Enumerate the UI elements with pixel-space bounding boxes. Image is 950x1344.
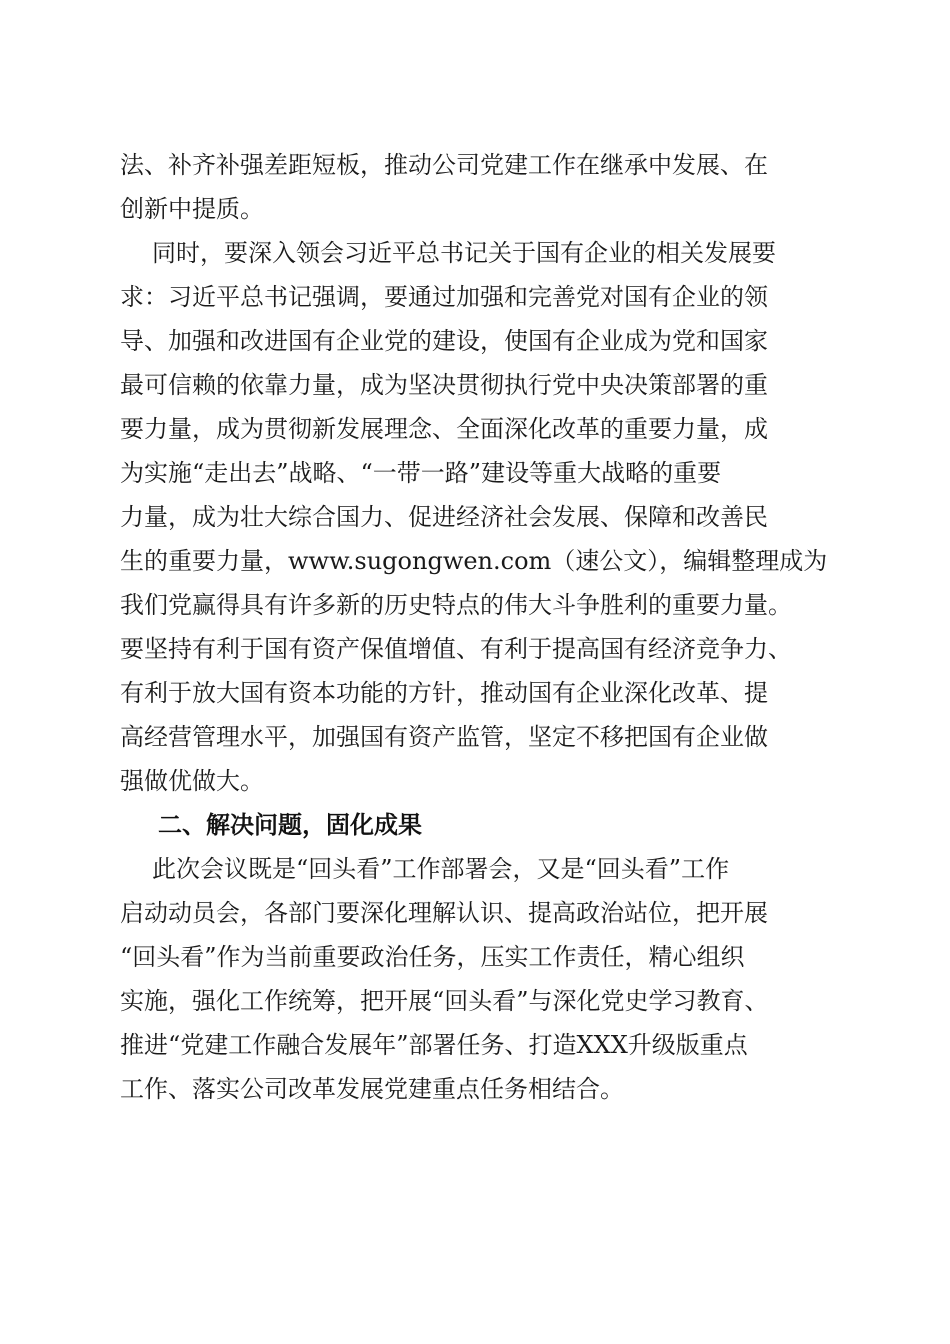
section-heading: 二、解决问题，固化成果 <box>158 811 422 839</box>
paragraph-line: 求：习近平总书记强调，要通过加强和完善党对国有企业的领 <box>120 283 768 311</box>
paragraph-line: “回头看”作为当前重要政治任务，压实工作责任，精心组织 <box>120 943 745 971</box>
paragraph-line: 我们党赢得具有许多新的历史特点的伟大斗争胜利的重要力量。 <box>120 591 792 619</box>
paragraph-line: 此次会议既是“回头看”工作部署会，又是“回头看”工作 <box>152 855 730 883</box>
paragraph-line: 实施，强化工作统筹，把开展“回头看”与深化党史学习教育、 <box>120 987 769 1015</box>
paragraph-line: 要坚持有利于国有资产保值增值、有利于提高国有经济竞争力、 <box>120 635 792 663</box>
paragraph-line: 有利于放大国有资本功能的方针，推动国有企业深化改革、提 <box>120 679 768 707</box>
paragraph-line: 力量，成为壮大综合国力、促进经济社会发展、保障和改善民 <box>120 503 768 531</box>
paragraph-line: 导、加强和改进国有企业党的建设，使国有企业成为党和国家 <box>120 327 768 355</box>
paragraph-line: 启动动员会，各部门要深化理解认识、提高政治站位，把开展 <box>120 899 768 927</box>
paragraph-line: 创新中提质。 <box>120 195 264 223</box>
paragraph-line: 生的重要力量，www.sugongwen.com（速公文），编辑整理成为 <box>120 547 828 575</box>
paragraph-line: 要力量，成为贯彻新发展理念、全面深化改革的重要力量，成 <box>120 415 768 443</box>
paragraph-line: 高经营管理水平，加强国有资产监管，坚定不移把国有企业做 <box>120 723 768 751</box>
paragraph-line: 法、补齐补强差距短板，推动公司党建工作在继承中发展、在 <box>120 151 768 179</box>
paragraph-line: 工作、落实公司改革发展党建重点任务相结合。 <box>120 1075 624 1103</box>
paragraph-line: 同时，要深入领会习近平总书记关于国有企业的相关发展要 <box>152 239 776 267</box>
paragraph-line: 强做优做大。 <box>120 767 264 795</box>
paragraph-line: 为实施“走出去”战略、“一带一路”建设等重大战略的重要 <box>120 459 722 487</box>
paragraph-line: 最可信赖的依靠力量，成为坚决贯彻执行党中央决策部署的重 <box>120 371 768 399</box>
paragraph-line: 推进“党建工作融合发展年”部署任务、打造XXX升级版重点 <box>120 1031 748 1059</box>
